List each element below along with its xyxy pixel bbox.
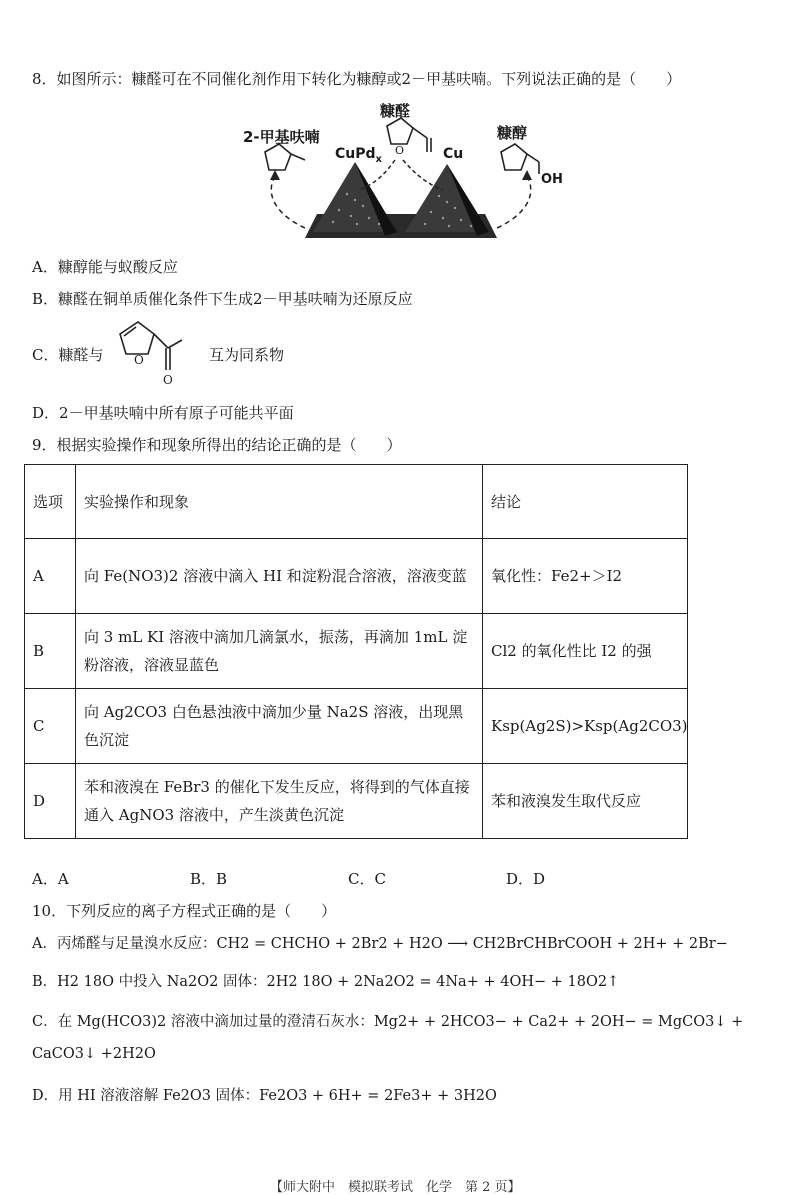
q8-option-d: D．2－甲基呋喃中所有原子可能共平面: [32, 404, 294, 422]
row-conclusion: 氧化性：Fe2+＞I2: [483, 539, 688, 614]
furfural-structure: [387, 118, 431, 152]
label-methylfuran: 2-甲基呋喃: [243, 128, 320, 146]
q9-stem: 9．根据实验操作和现象所得出的结论正确的是（ ）: [32, 436, 402, 454]
q10-option-c-cont: CaCO3↓ +2H2O: [32, 1046, 156, 1062]
q9-option-c: C．C: [348, 870, 386, 888]
q8-option-a: A．糠醇能与蚁酸反应: [32, 258, 178, 276]
q10-option-d: D．用 HI 溶液溶解 Fe2O3 固体：Fe2O3 + 6H+ = 2Fe3+ + 3H2O: [32, 1088, 497, 1104]
row-conclusion: Cl2 的氧化性比 I2 的强: [483, 614, 688, 689]
row-conclusion: 苯和液溴发生取代反应: [483, 764, 688, 839]
label-furfuryl-alcohol: 糠醇: [497, 124, 528, 142]
table-row: [25, 764, 688, 839]
q10-option-b: B．H2 18O 中投入 Na2O2 固体：2H2 18O + 2Na2O2 = 4Na+ + 4OH− + 18O2↑: [32, 974, 620, 990]
acetylfuran-structure: [108, 316, 198, 390]
q8-option-c-post: 互为同系物: [209, 346, 285, 364]
row-operation: 向 Fe(NO3)2 溶液中滴入 HI 和淀粉混合溶液，溶液变蓝: [76, 539, 483, 614]
row-key: A: [25, 539, 76, 614]
table-row: [25, 614, 688, 689]
table-row: [25, 539, 688, 614]
table-row: [25, 689, 688, 764]
header-option: 选项: [25, 465, 76, 539]
label-catalyst-cu: Cu: [443, 146, 464, 162]
row-operation: 向 3 mL KI 溶液中滴加几滴氯水，振荡，再滴加 1mL 淀粉溶液，溶液显蓝色: [76, 614, 483, 689]
row-key: D: [25, 764, 76, 839]
svg-text:O: O: [134, 353, 144, 367]
q8-option-c-pre: C．糠醛与: [32, 346, 104, 364]
label-oh: OH: [541, 172, 563, 187]
page-footer: 【师大附中 模拟联考试 化学 第 2 页】: [270, 1180, 521, 1195]
arrow-to-methylfuran: [271, 176, 305, 228]
row-key: B: [25, 614, 76, 689]
label-ring-oxygen: O: [395, 144, 405, 157]
experiment-table: [24, 464, 688, 839]
q9-option-a: A．A: [32, 870, 69, 888]
q10-stem: 10．下列反应的离子方程式正确的是（ ）: [32, 902, 337, 920]
arrow-to-furfuryl-alcohol: [497, 176, 531, 228]
svg-text:O: O: [163, 373, 173, 387]
q8-option-b: B．糠醛在铜单质催化条件下生成2－甲基呋喃为还原反应: [32, 290, 413, 308]
header-operation: 实验操作和现象: [76, 465, 483, 539]
q10-option-c: C．在 Mg(HCO3)2 溶液中滴加过量的澄清石灰水：Mg2+ + 2HCO3− + Ca2+ + 2OH− = MgCO3↓ +: [32, 1014, 744, 1030]
label-furfural: 糠醛: [380, 102, 411, 120]
row-operation: 苯和液溴在 FeBr3 的催化下发生反应，将得到的气体直接通入 AgNO3 溶液中，产生淡黄色沉淀: [76, 764, 483, 839]
header-conclusion: 结论: [483, 465, 688, 539]
reaction-diagram: [235, 104, 565, 254]
q9-option-d: D．D: [506, 870, 546, 888]
methylfuran-structure: [265, 144, 305, 170]
q10-option-a: A．丙烯醛与足量溴水反应：CH2 = CHCHO + 2Br2 + H2O ⟶ CH2BrCHBrCOOH + 2H+ + 2Br−: [32, 936, 728, 952]
q8-stem: 8．如图所示：糠醛可在不同催化剂作用下转化为糠醇或2－甲基呋喃。下列说法正确的是（ ）: [32, 70, 682, 88]
row-key: C: [25, 689, 76, 764]
row-conclusion: Ksp(Ag2S)>Ksp(Ag2CO3): [483, 689, 688, 764]
row-operation: 向 Ag2CO3 白色悬浊液中滴加少量 Na2S 溶液，出现黑色沉淀: [76, 689, 483, 764]
table-header-row: [25, 465, 688, 539]
q9-option-b: B．B: [190, 870, 228, 888]
label-catalyst-cupd: CuPd$_x$: [335, 146, 382, 165]
furfuryl-alcohol-structure: [501, 144, 539, 174]
